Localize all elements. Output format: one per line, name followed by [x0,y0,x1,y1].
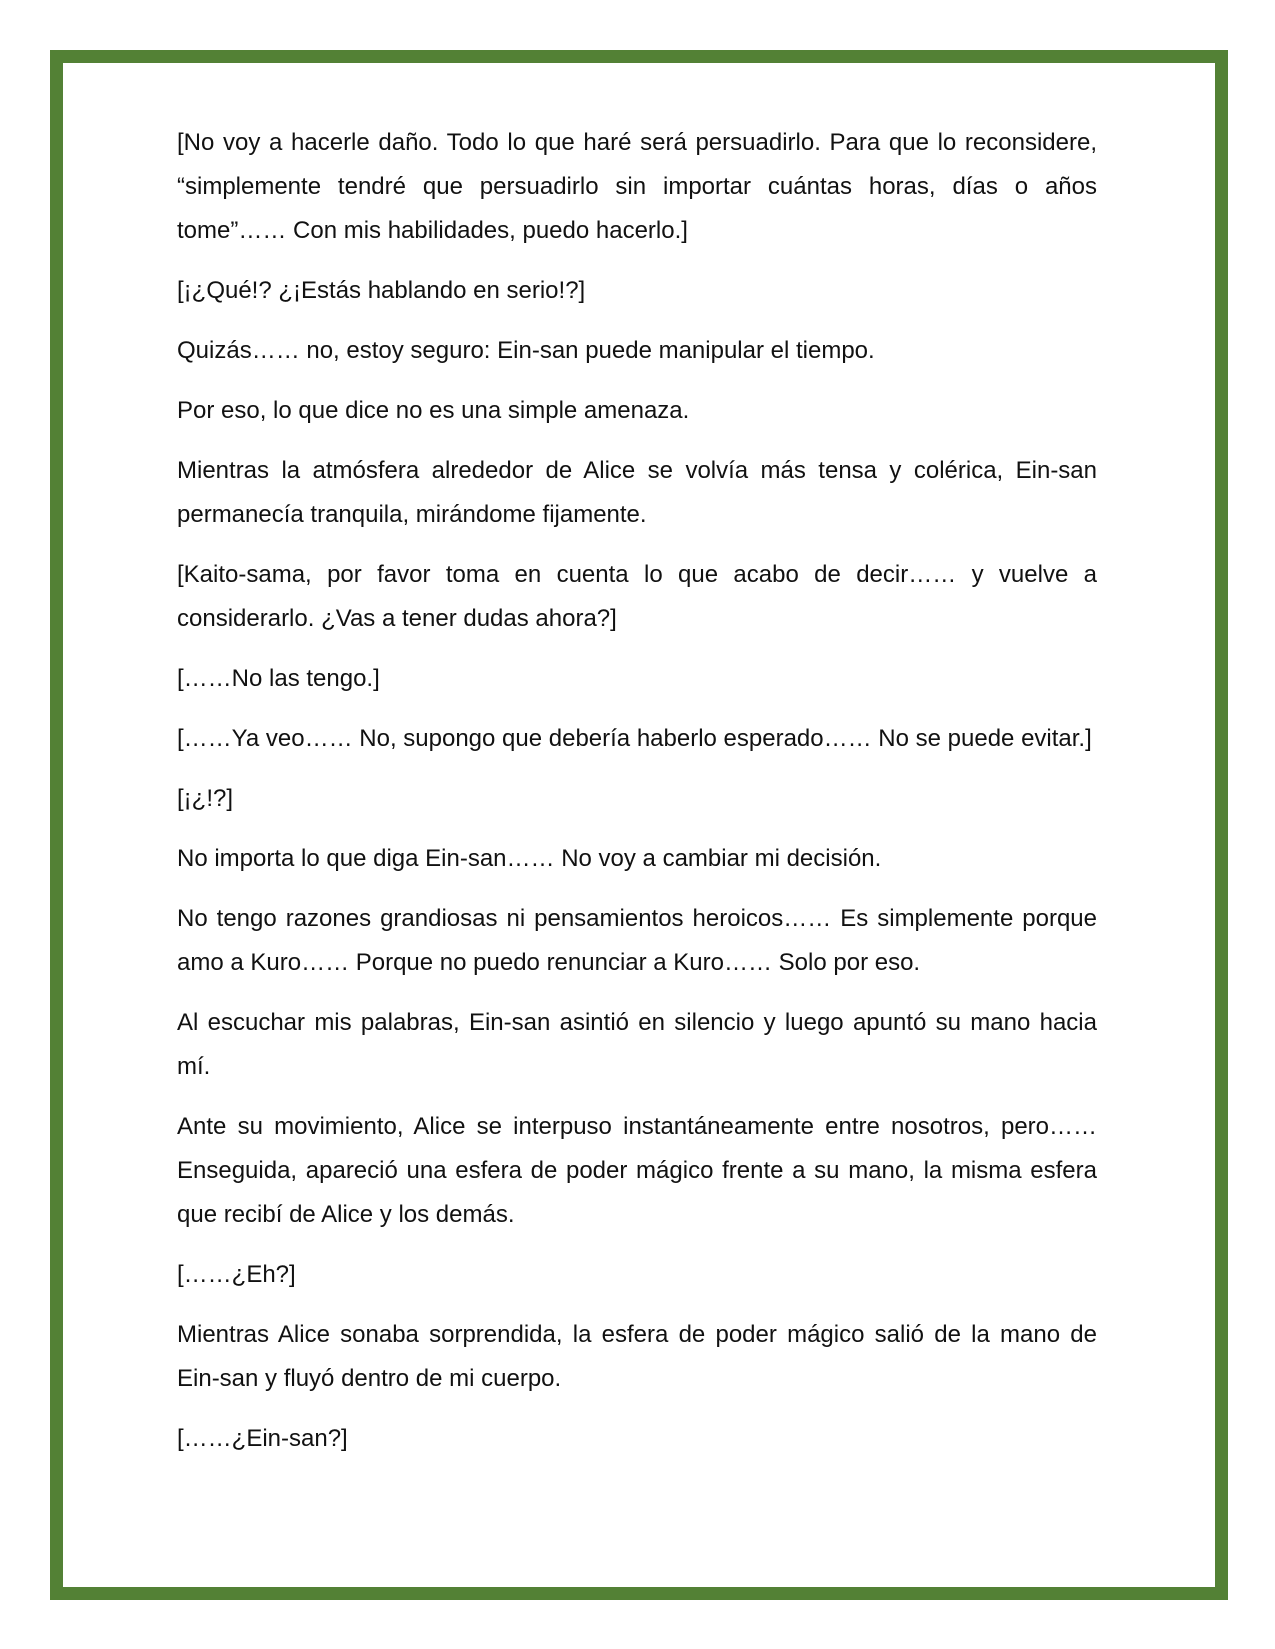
paragraph: No tengo razones grandiosas ni pensamientos heroicos…… Es simplemente porque amo a Kuro…… Porque no puedo renunciar a Kuro…… Solo por eso. [177,905,1097,976]
paragraph: [¡¿!?] [177,785,234,812]
paragraph: Al escuchar mis palabras, Ein-san asintió en silencio y luego apuntó su mano hacia mí. [177,1009,1097,1080]
paragraph: Ante su movimiento, Alice se interpuso instantáneamente entre nosotros, pero…… Enseguida, apareció una esfera de poder mágico frente a su mano, la misma esfera que recibí de Alice y los demás. [177,1113,1097,1228]
paragraph: Mientras la atmósfera alrededor de Alice se volvía más tensa y colérica, Ein-san permanecía tranquila, mirándome fijamente. [177,457,1097,528]
paragraph: [……¿Ein-san?] [177,1425,348,1452]
paragraph: Por eso, lo que dice no es una simple amenaza. [177,397,690,424]
paragraph: [……¿Eh?] [177,1261,296,1288]
paragraph: [Kaito-sama, por favor toma en cuenta lo que acabo de decir…… y vuelve a considerarlo. ¿Vas a tener dudas ahora?] [177,561,1097,632]
paragraph: [No voy a hacerle daño. Todo lo que haré será persuadirlo. Para que lo reconsidere, “simplemente tendré que persuadirlo sin importar cuántas horas, días o años tome”…… Con mis habilidades, puedo hacerlo.] [177,129,1097,244]
paragraph: No importa lo que diga Ein-san…… No voy a cambiar mi decisión. [177,845,882,872]
document-body [177,121,1097,1477]
paragraph: [……Ya veo…… No, supongo que debería haberlo esperado…… No se puede evitar.] [177,725,1092,752]
paragraph: Quizás…… no, estoy seguro: Ein-san puede manipular el tiempo. [177,337,875,364]
paragraph: [¡¿Qué!? ¿¡Estás hablando en serio!?] [177,277,586,304]
paragraph: Mientras Alice sonaba sorprendida, la esfera de poder mágico salió de la mano de Ein-san y fluyó dentro de mi cuerpo. [177,1321,1097,1392]
paragraph: [……No las tengo.] [177,665,380,692]
